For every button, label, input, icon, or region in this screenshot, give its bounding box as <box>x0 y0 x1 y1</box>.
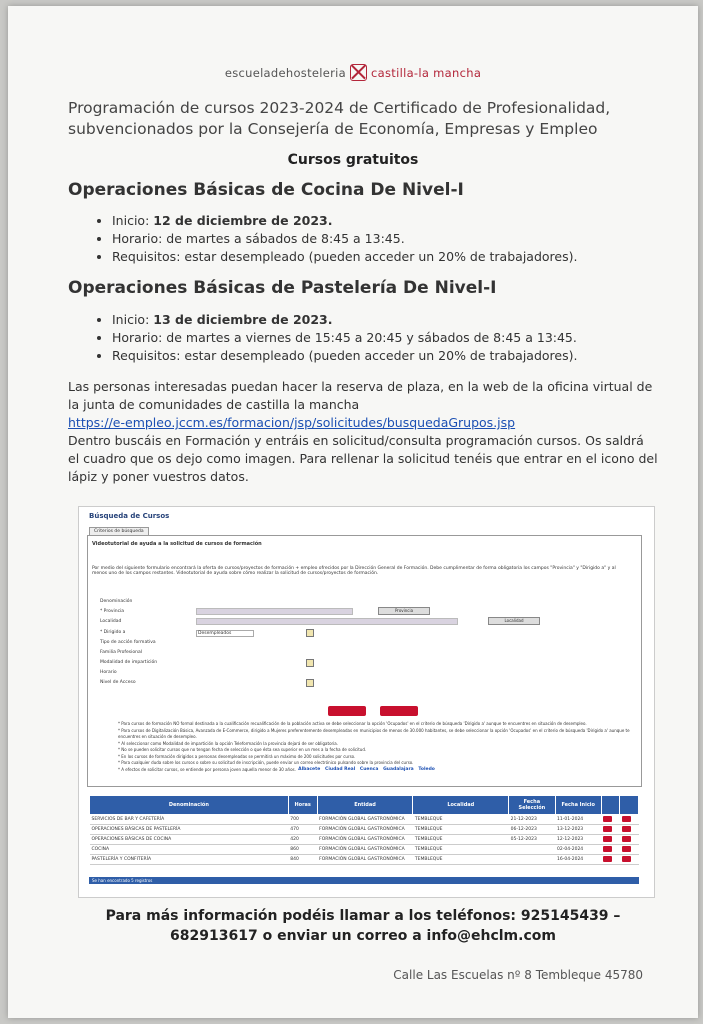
pencil-icon <box>622 846 631 852</box>
course2-heading: Operaciones Básicas de Pastelería De Nivel-I <box>68 278 497 298</box>
criteria-tab: Criterios de búsqueda <box>89 527 149 535</box>
field-label: Denominación <box>100 599 133 604</box>
contact-info: Para más información podéis llamar a los teléfonos: 925145439 – 682913617 o enviar un correo a info@ehclm.com <box>105 908 621 944</box>
field-label: * Dirigido a <box>100 630 126 635</box>
table-row: COCINA 860 FORMACIÓN GLOBAL GASTRONÓMICA TEMBLEQUE 02-04-2024 <box>90 845 639 855</box>
provincia-field <box>196 608 353 615</box>
form-intro: Por medio del siguiente formulario encontrará la oferta de cursos/proyectos de formación + empleo ofrecidos por la Dirección General de Formación. Debe cumplimentar de forma obligatoria los campos "Provincia" y "Dirigido a" y al menos uno de los campos restantes. Videotutorial de ayuda sobre cómo realizar la solicitud de cursos/proyectos de formación. <box>92 566 616 576</box>
pencil-icon <box>622 826 631 832</box>
table-row: OPERACIONES BÁSICAS DE COCINA 420 FORMACIÓN GLOBAL GASTRONÓMICA TEMBLEQUE 05-12-2023 12-12-2023 <box>90 835 639 845</box>
embedded-search-screenshot <box>78 506 655 898</box>
field-label: Horario <box>100 670 117 675</box>
course2-inicio: • Inicio: 13 de diciembre de 2023. <box>112 311 672 329</box>
info-icon <box>603 836 612 842</box>
help-icon <box>306 629 314 637</box>
field-label: Familia Profesional <box>100 650 142 655</box>
pencil-icon <box>622 856 631 862</box>
page-title: Programación de cursos 2023-2024 de Certificado de Profesionalidad, subvencionados por la Consejería de Economía, Empresas y Empleo <box>68 99 611 138</box>
course2-requisitos: • Requisitos: estar desempleado (pueden acceder un 20% de trabajadores). <box>112 347 672 365</box>
course2-details <box>88 311 672 365</box>
form-header: Videotutorial de ayuda a la solicitud de cursos de formación <box>92 541 262 547</box>
results-footer: Se han encontrado 5 registros <box>89 877 639 884</box>
info-text-1: Las personas interesadas puedan hacer la reserva de plaza, en la web de la oficina virtual de la junta de comunidades de castilla la mancha <box>68 379 653 412</box>
info-icon <box>603 846 612 852</box>
course1-requisitos: • Requisitos: estar desempleado (pueden acceder un 20% de trabajadores). <box>112 248 672 266</box>
help-icon <box>306 659 314 667</box>
logo-left-text: escueladehosteleria <box>224 66 347 80</box>
field-label: Nivel de Acceso <box>100 680 136 685</box>
search-icon <box>328 706 366 716</box>
course1-heading: Operaciones Básicas de Cocina De Nivel-I <box>68 180 464 200</box>
table-row: PASTELERÍA Y CONFITERÍA 840 FORMACIÓN GLOBAL GASTRONÓMICA TEMBLEQUE 16-04-2024 <box>90 855 639 865</box>
field-label: Localidad <box>100 619 122 624</box>
table-row: SERVICIOS DE BAR Y CAFETERÍA 700 FORMACIÓN GLOBAL GASTRONÓMICA TEMBLEQUE 21-12-2023 11-01-2024 <box>90 815 639 825</box>
registration-link[interactable]: https://e-empleo.jccm.es/formacion/jsp/solicitudes/busquedaGrupos.jsp <box>68 415 516 430</box>
course2-horario: • Horario: de martes a viernes de 15:45 a 20:45 y sábados de 8:45 a 13:45. <box>112 329 672 347</box>
logo-right-text: castilla-la mancha <box>371 66 482 80</box>
course1-horario: • Horario: de martes a sábados de 8:45 a 13:45. <box>112 230 672 248</box>
provincia-button: Provincia <box>378 607 430 615</box>
info-icon <box>603 826 612 832</box>
localidad-button: Localidad <box>488 617 540 625</box>
course1-inicio: • Inicio: 12 de diciembre de 2023. <box>112 212 672 230</box>
logo-seal-icon <box>350 64 367 81</box>
pencil-icon <box>622 816 631 822</box>
form-notes: * Para cursos de formación NO formal destinada a la cualificación recualificación de la población activa se debe seleccionar la opción 'Ocupados' en el criterio de búsqueda 'Dirigido a' aunque te encuentres en situación de desempleo. * Para cursos de Digitalización Básica, Avanzada de E-Commerce, dirigido a Mujeres preferentemente desempleadas en municipios de menos de 30.000 habitantes, se debe seleccionar la opción 'Ocupados' en el criterio de búsqueda 'Dirigido a' aunque te encuentres en situación de desempleo. * Al seleccionar como Modalidad de impartición la opción Teleformación la provincia dejará de ser obligatoria. * No se pueden solicitar cursos que no tengan fecha de selección o que ésta sea superior en un mes a la fecha de solicitud. * En los cursos de formación dirigidos a personas desempleadas se permitirá un máximo de 200 solicitudes por curso. * Para cualquier duda sobre los cursos o sobre su solicitud de inscripción, puede enviar un correo electrónico pulsando sobre la provincia del curso. * A efectos de solicitar cursos, se entiende por persona joven aquella menor de 30 años. <box>118 721 630 772</box>
document-page <box>8 6 698 1018</box>
table-row: OPERACIONES BÁSICAS DE PASTELERÍA 470 FORMACIÓN GLOBAL GASTRONÓMICA TEMBLEQUE 06-12-2023 13-12-2023 <box>90 825 639 835</box>
school-logo <box>8 64 698 81</box>
results-table <box>89 795 639 865</box>
table-header: Denominación Horas Entidad Localidad Fecha Selección Fecha Inicio <box>90 796 639 815</box>
course1-details <box>88 212 672 266</box>
search-form <box>87 535 642 787</box>
localidad-field <box>196 618 458 625</box>
province-links: Albacete Ciudad Real Cuenca Guadalajara Toledo <box>298 767 435 772</box>
info-icon <box>603 816 612 822</box>
help-icon <box>306 679 314 687</box>
info-text-2: Dentro buscáis en Formación y entráis en solicitud/consulta programación cursos. Os saldrá el cuadro que os dejo como imagen. Para rellenar la solicitud tenéis que entrar en el icono del lápiz y poner vuestros datos. <box>68 433 658 484</box>
page-subtitle: Cursos gratuitos <box>287 152 419 168</box>
brush-icon <box>380 706 418 716</box>
info-paragraph <box>68 378 658 486</box>
info-icon <box>603 856 612 862</box>
dirigido-select: Desempleados <box>196 630 254 637</box>
field-label: Modalidad de impartición <box>100 660 158 665</box>
field-label: Tipo de acción formativa <box>100 640 156 645</box>
address: Calle Las Escuelas nº 8 Tembleque 45780 <box>393 968 643 982</box>
field-label: * Provincia <box>100 609 125 614</box>
pencil-icon <box>622 836 631 842</box>
search-title: Búsqueda de Cursos <box>89 512 170 520</box>
